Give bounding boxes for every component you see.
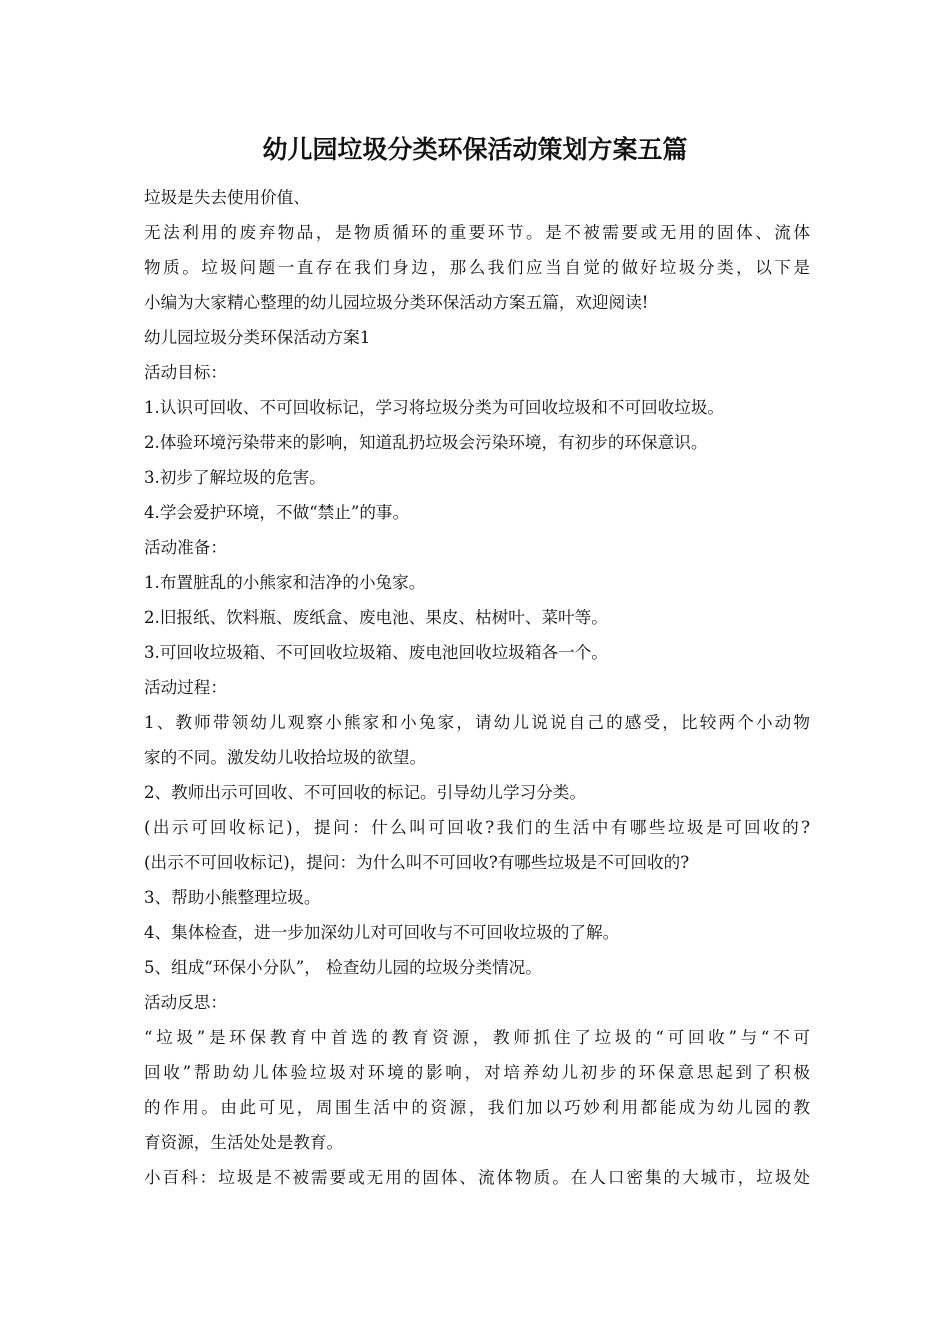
text-line: 无法利用的废弃物品，是物质循环的重要环节。是不被需要或无用的固体、流体	[144, 223, 810, 242]
text-line: 物质。垃圾问题一直存在我们身边，那么我们应当自觉的做好垃圾分类，以下是	[144, 258, 810, 277]
text-line: 幼儿园垃圾分类环保活动方案1	[144, 328, 371, 347]
text-line: (出示可回收标记)，提问：什么叫可回收?我们的生活中有哪些垃圾是可回收的?	[144, 818, 810, 837]
text-line: (出示不可回收标记)，提问：为什么叫不可回收?有哪些垃圾是不可回收的?	[144, 853, 690, 872]
text-line: 小百科：垃圾是不被需要或无用的固体、流体物质。在人口密集的大城市，垃圾处	[144, 1168, 810, 1187]
text-line: 2.旧报纸、饮料瓶、废纸盒、废电池、果皮、枯树叶、菜叶等。	[144, 608, 608, 627]
text-line: 家的不同。激发幼儿收拾垃圾的欲望。	[144, 748, 427, 767]
text-line: 的作用。由此可见，周围生活中的资源，我们加以巧妙利用都能成为幼儿园的教	[144, 1098, 810, 1117]
text-line: 1、教师带领幼儿观察小熊家和小兔家，请幼儿说说自己的感受，比较两个小动物	[144, 713, 810, 732]
text-line: 活动反思：	[144, 993, 227, 1012]
text-line: 活动目标：	[144, 363, 227, 382]
text-line: 活动准备：	[144, 538, 227, 557]
text-line: 2、教师出示可回收、不可回收的标记。引导幼儿学习分类。	[144, 783, 586, 802]
text-line: 小编为大家精心整理的幼儿园垃圾分类环保活动方案五篇，欢迎阅读!	[144, 293, 649, 312]
text-line: 1.布置脏乱的小熊家和洁净的小兔家。	[144, 573, 426, 592]
text-line: 5、组成“环保小分队”， 检查幼儿园的垃圾分类情况。	[144, 958, 542, 977]
text-line: 3.初步了解垃圾的危害。	[144, 468, 326, 487]
text-line: 1.认识可回收、不可回收标记，学习将垃圾分类为可回收垃圾和不可回收垃圾。	[144, 398, 725, 417]
text-line: 活动过程：	[144, 678, 227, 697]
text-line: 育资源，生活处处是教育。	[144, 1133, 344, 1152]
text-line: 3、帮助小熊整理垃圾。	[144, 888, 321, 907]
text-line: 4.学会爱护环境，不做“禁止”的事。	[144, 503, 410, 522]
document-body	[144, 180, 810, 1195]
text-line: “垃圾”是环保教育中首选的教育资源，教师抓住了垃圾的“可回收”与“不可	[144, 1028, 810, 1047]
text-line: 3.可回收垃圾箱、不可回收垃圾箱、废电池回收垃圾箱各一个。	[144, 643, 608, 662]
text-line: 4、集体检查，进一步加深幼儿对可回收与不可回收垃圾的了解。	[144, 923, 620, 942]
text-line: 2.体验环境污染带来的影响，知道乱扔垃圾会污染环境，有初步的环保意识。	[144, 433, 708, 452]
text-line: 回收”帮助幼儿体验垃圾对环境的影响，对培养幼儿初步的环保意思起到了积极	[144, 1063, 810, 1082]
text-line: 垃圾是失去使用价值、	[144, 188, 310, 207]
document-title: 幼儿园垃圾分类环保活动策划方案五篇	[262, 135, 688, 164]
